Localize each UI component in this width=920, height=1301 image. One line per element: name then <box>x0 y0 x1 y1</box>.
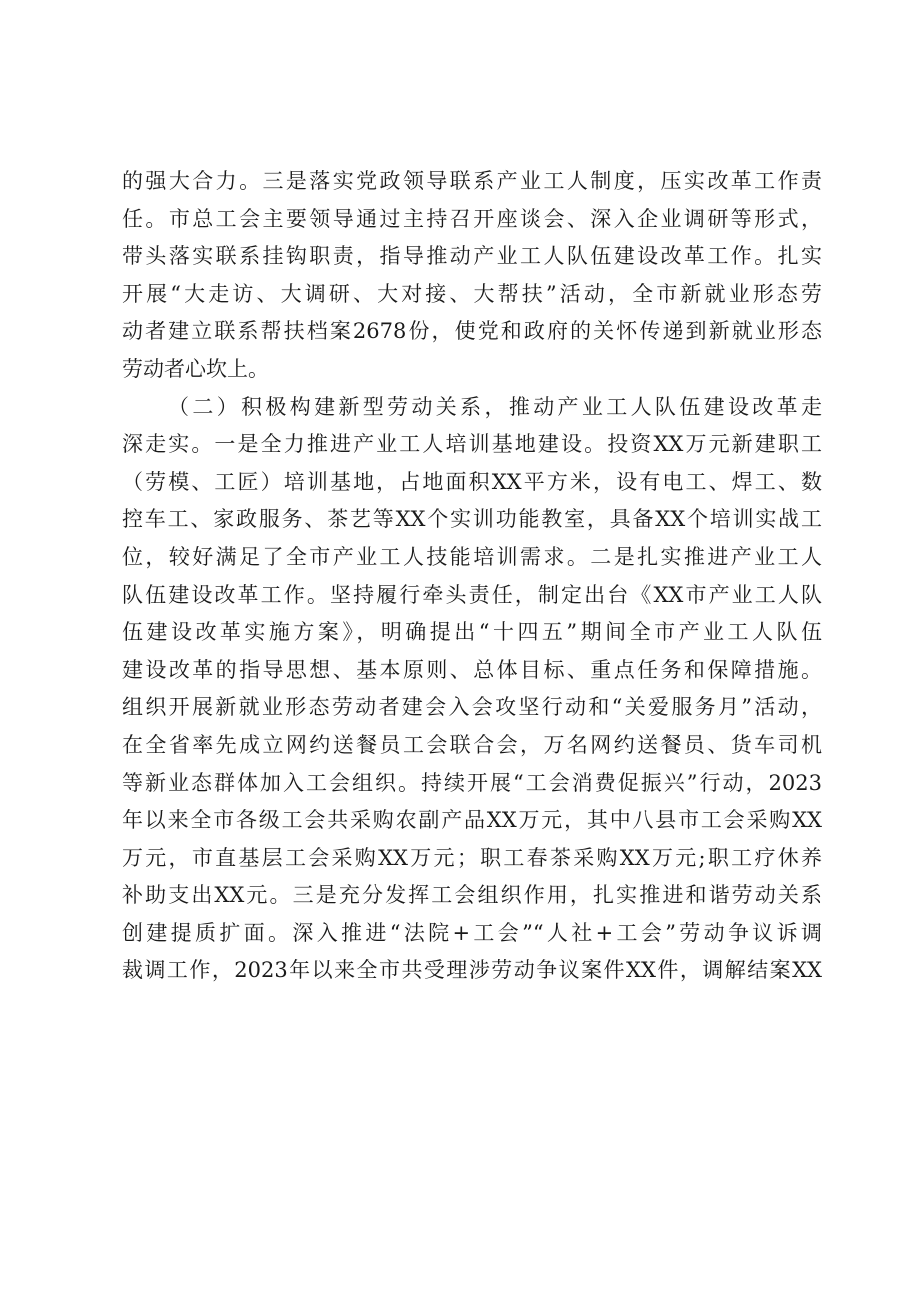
text-line: 创建提质扩面。深入推进“法院+工会”“人社+工会”劳动争议诉调 <box>122 920 822 945</box>
text-line: 开展“大走访、大调研、大对接、大帮扶”活动，全市新就业形态劳 <box>122 281 822 306</box>
text-line: 队伍建设改革工作。坚持履行牵头责任，制定出台《XX市产业工人队 <box>122 582 822 607</box>
text-line: 任。市总工会主要领导通过主持召开座谈会、深入企业调研等形式， <box>122 206 822 231</box>
text-line: 在全省率先成立网约送餐员工会联合会，万名网约送餐员、货车司机 <box>122 732 822 757</box>
text-line: 等新业态群体加入工会组织。持续开展“工会消费促振兴”行动，2023 <box>122 770 822 795</box>
text-line: 的强大合力。三是落实党政领导联系产业工人制度，压实改革工作责 <box>122 169 822 193</box>
text-line: 控车工、家政服务、茶艺等XX个实训功能教室，具备XX个培训实战工 <box>122 507 822 532</box>
text-line: 万元，市直基层工会采购XX万元；职工春茶采购XX万元;职工疗休养 <box>122 845 822 870</box>
text-line: 伍建设改革实施方案》，明确提出“十四五”期间全市产业工人队伍 <box>122 620 822 645</box>
text-line: 裁调工作，2023年以来全市共受理涉劳动争议案件XX件，调解结案XX <box>122 958 822 983</box>
paragraph-1 <box>122 163 822 389</box>
text-line: 年以来全市各级工会共采购农副产品XX万元，其中八县市工会采购XX <box>122 808 822 833</box>
text-line: （二）积极构建新型劳动关系，推动产业工人队伍建设改革走 <box>168 394 822 419</box>
text-line: 动者建立联系帮扶档案2678份，使党和政府的关怀传递到新就业形态 <box>122 319 822 344</box>
text-line: 组织开展新就业形态劳动者建会入会攻坚行动和“关爱服务月”活动， <box>122 695 822 720</box>
text-line: 带头落实联系挂钩职责，指导推动产业工人队伍建设改革工作。扎实 <box>122 244 822 269</box>
document-body <box>122 163 822 990</box>
text-line: （劳模、工匠）培训基地，占地面积XX平方米，设有电工、焊工、数 <box>122 469 822 494</box>
text-line: 补助支出XX元。三是充分发挥工会组织作用，扎实推进和谐劳动关系 <box>122 883 822 908</box>
text-line: 建设改革的指导思想、基本原则、总体目标、重点任务和保障措施。 <box>122 657 822 682</box>
text-line: 深走实。一是全力推进产业工人培训基地建设。投资XX万元新建职工 <box>122 432 822 457</box>
text-line: 劳动者心坎上。 <box>122 356 269 381</box>
text-line: 位，较好满足了全市产业工人技能培训需求。二是扎实推进产业工人 <box>122 544 822 569</box>
paragraph-2 <box>122 389 822 991</box>
